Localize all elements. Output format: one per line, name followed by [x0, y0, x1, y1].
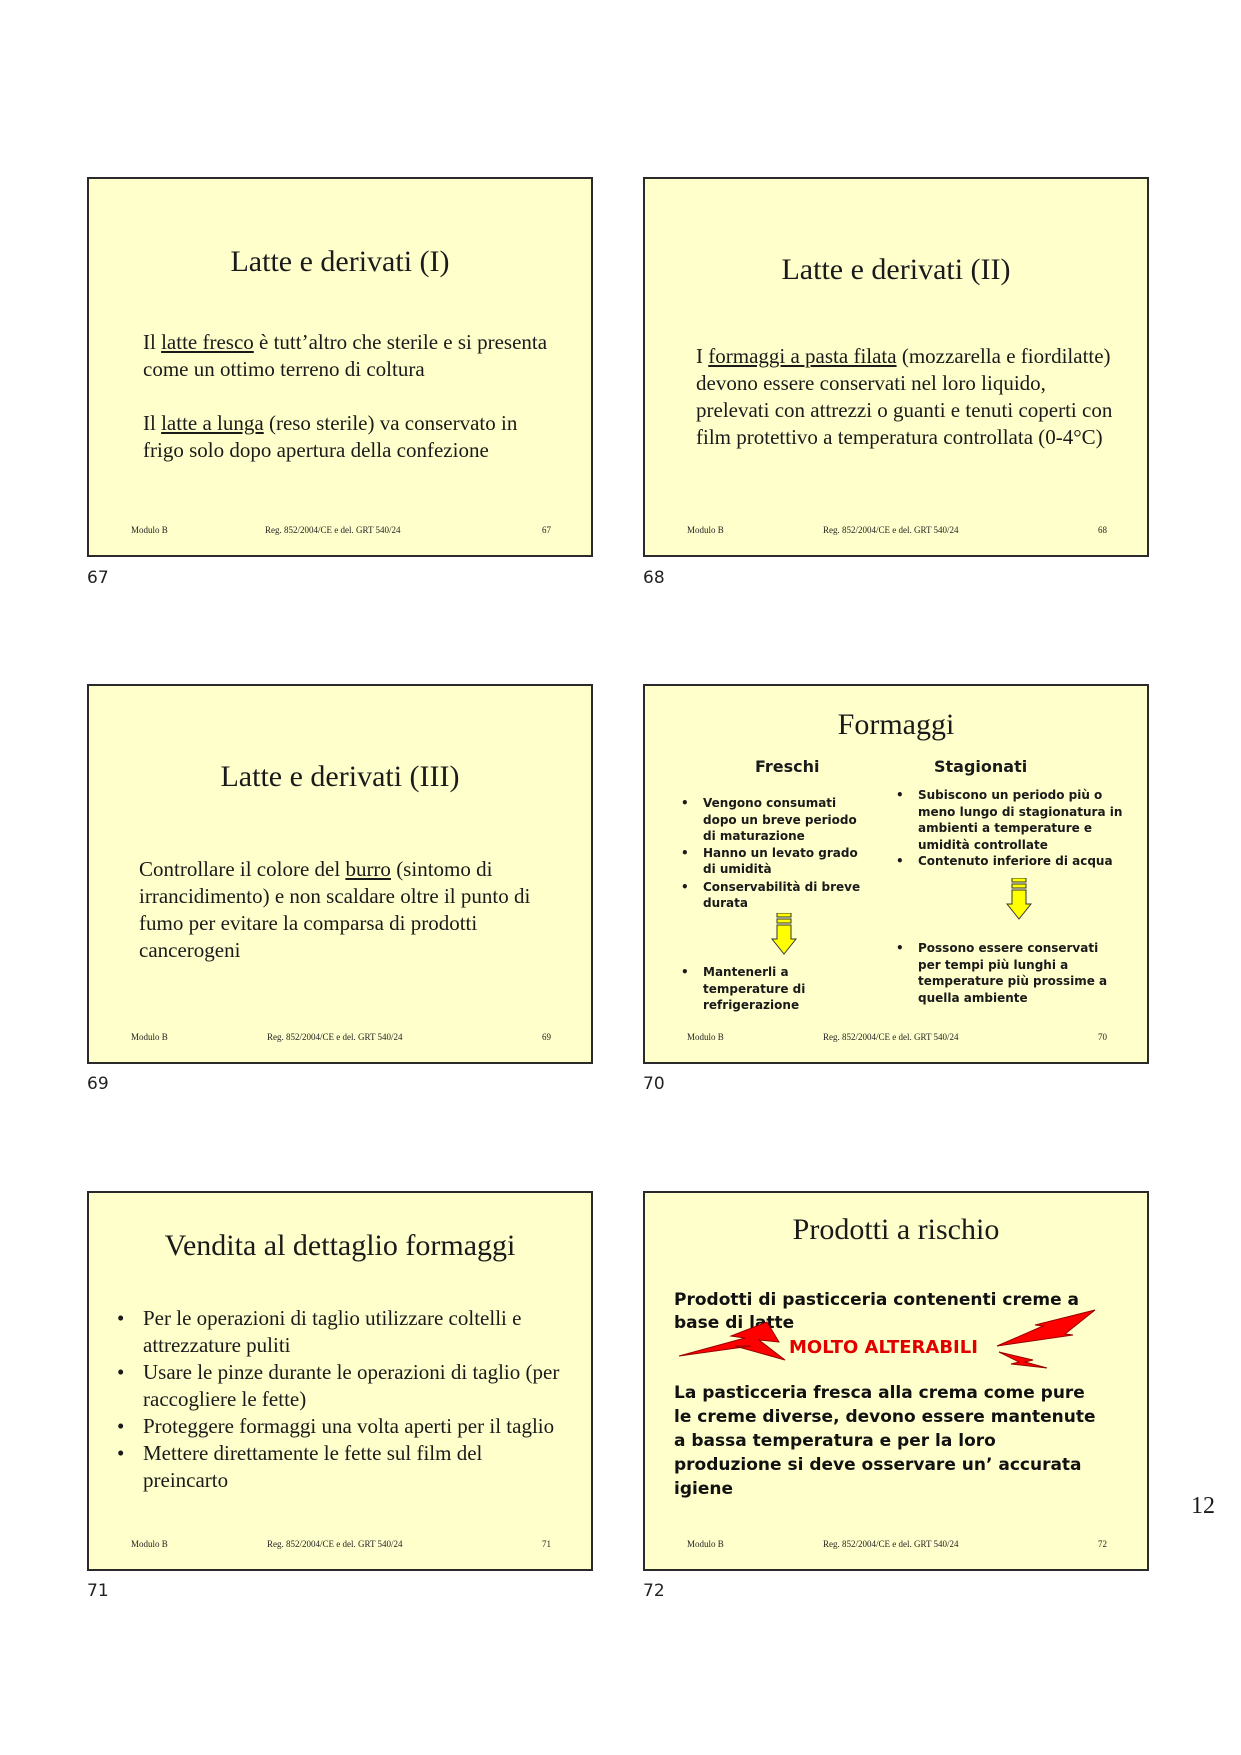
slide-footer — [89, 1032, 591, 1046]
slide-bullets — [115, 1305, 565, 1494]
footer-module: Modulo B — [131, 525, 168, 535]
footer-reg: Reg. 852/2004/CE e del. GRT 540/24 — [265, 525, 401, 535]
footer-page: 70 — [1098, 1032, 1107, 1042]
footer-page: 68 — [1098, 525, 1107, 535]
footer-reg: Reg. 852/2004/CE e del. GRT 540/24 — [267, 1539, 403, 1549]
underlined-term: latte a lunga — [161, 411, 264, 435]
slide-number: 72 — [643, 1581, 665, 1601]
footer-page: 72 — [1098, 1539, 1107, 1549]
footer-module: Modulo B — [687, 525, 724, 535]
slide-footer — [645, 1539, 1147, 1553]
slide-number: 67 — [87, 568, 109, 588]
slide-body — [696, 343, 1116, 451]
underlined-term: formaggi a pasta filata — [708, 344, 897, 368]
list-item: • Possono essere conservati per tempi più lunghi a temperature più prossime a quella ambiente — [894, 940, 1124, 1006]
footer-module: Modulo B — [131, 1032, 168, 1042]
slide-body — [139, 856, 559, 964]
paragraph: Il latte fresco è tutt’altro che sterile e si presenta come un ottimo terreno di coltura — [143, 330, 548, 381]
column-heading-stagionati: Stagionati — [934, 757, 1028, 776]
slide-footer — [645, 1032, 1147, 1046]
list-item: • Hanno un levato grado di umidità — [679, 845, 869, 878]
footer-module: Modulo B — [687, 1032, 724, 1042]
list-item: • Mettere direttamente le fette sul film del preincarto — [115, 1440, 565, 1494]
slide-number: 71 — [87, 1581, 109, 1601]
down-arrow-icon — [1006, 878, 1032, 920]
footer-reg: Reg. 852/2004/CE e del. GRT 540/24 — [823, 1539, 959, 1549]
list-item: • Per le operazioni di taglio utilizzare coltelli e attrezzature puliti — [115, 1305, 565, 1359]
footer-module: Modulo B — [687, 1539, 724, 1549]
paragraph: Il latte a lunga (reso sterile) va conservato in frigo solo dopo apertura della confezione — [143, 411, 518, 462]
stagionati-result — [894, 940, 1124, 1006]
list-item: • Mantenerli a temperature di refrigerazione — [679, 964, 869, 1014]
slide-number: 69 — [87, 1074, 109, 1094]
list-item: • Subiscono un periodo più o meno lungo di stagionatura in ambienti a temperature e umidità controllate — [894, 787, 1124, 853]
slide-title: Vendita al dettaglio formaggi — [164, 1229, 516, 1262]
slide-footer — [645, 525, 1147, 539]
list-item: • Conservabilità di breve durata — [679, 879, 869, 912]
slide-footer — [89, 525, 591, 539]
footer-page: 67 — [542, 525, 551, 535]
paragraph: I formaggi a pasta filata (mozzarella e fiordilatte) devono essere conservati nel loro liquido, prelevati con attrezzi o guanti e tenuti coperti con film protettivo a temperatura controllata (0-4°C) — [696, 344, 1113, 449]
footer-reg: Reg. 852/2004/CE e del. GRT 540/24 — [823, 1032, 959, 1042]
down-arrow-icon — [771, 913, 797, 955]
slide-71 — [87, 1191, 593, 1571]
slide-70 — [643, 684, 1149, 1064]
slide-title: Latte e derivati (III) — [220, 760, 460, 793]
slide-number: 70 — [643, 1074, 665, 1094]
list-item: • Contenuto inferiore di acqua — [894, 853, 1124, 870]
paragraph: Controllare il colore del burro (sintomo di irrancidimento) e non scaldare oltre il punto di fumo per evitare la comparsa di prodotti cancerogeni — [139, 857, 531, 962]
footer-reg: Reg. 852/2004/CE e del. GRT 540/24 — [267, 1032, 403, 1042]
lightning-bolt-icon — [675, 1318, 795, 1368]
freschi-result — [679, 964, 869, 1014]
lightning-bolt-icon — [995, 1308, 1100, 1348]
slide-body — [143, 329, 563, 464]
page-number: 12 — [1191, 1493, 1215, 1519]
underlined-term: burro — [345, 857, 391, 881]
list-item: • Vengono consumati dopo un breve periodo di maturazione — [679, 795, 869, 845]
lightning-bolt-icon — [997, 1350, 1049, 1372]
footer-page: 69 — [542, 1032, 551, 1042]
intro-text: Prodotti di pasticceria contenenti creme a base di latte — [674, 1290, 1080, 1333]
stagionati-list — [894, 787, 1124, 870]
list-item: • Usare le pinze durante le operazioni di taglio (per raccogliere le fette) — [115, 1359, 565, 1413]
slide-title: Latte e derivati (II) — [781, 253, 1011, 286]
slide-68 — [643, 177, 1149, 557]
freschi-list — [679, 795, 869, 912]
main-text: La pasticceria fresca alla crema come pure le creme diverse, devono essere mantenute a bassa temperatura e per la loro produzione si deve osservare un’ accurata igiene — [674, 1383, 1096, 1499]
alert-text: MOLTO ALTERABILI — [789, 1337, 978, 1358]
slide-number: 68 — [643, 568, 665, 588]
footer-reg: Reg. 852/2004/CE e del. GRT 540/24 — [823, 525, 959, 535]
list-item: • Proteggere formaggi una volta aperti per il taglio — [115, 1413, 565, 1440]
footer-module: Modulo B — [131, 1539, 168, 1549]
slide-69 — [87, 684, 593, 1064]
slide-footer — [89, 1539, 591, 1553]
footer-page: 71 — [542, 1539, 551, 1549]
slide-title: Formaggi — [837, 708, 955, 741]
column-heading-freschi: Freschi — [755, 757, 820, 776]
underlined-term: latte fresco — [161, 330, 254, 354]
slide-title: Prodotti a rischio — [792, 1213, 1000, 1246]
slide-67 — [87, 177, 593, 557]
slide-72 — [643, 1191, 1149, 1571]
slide-title: Latte e derivati (I) — [230, 245, 450, 278]
